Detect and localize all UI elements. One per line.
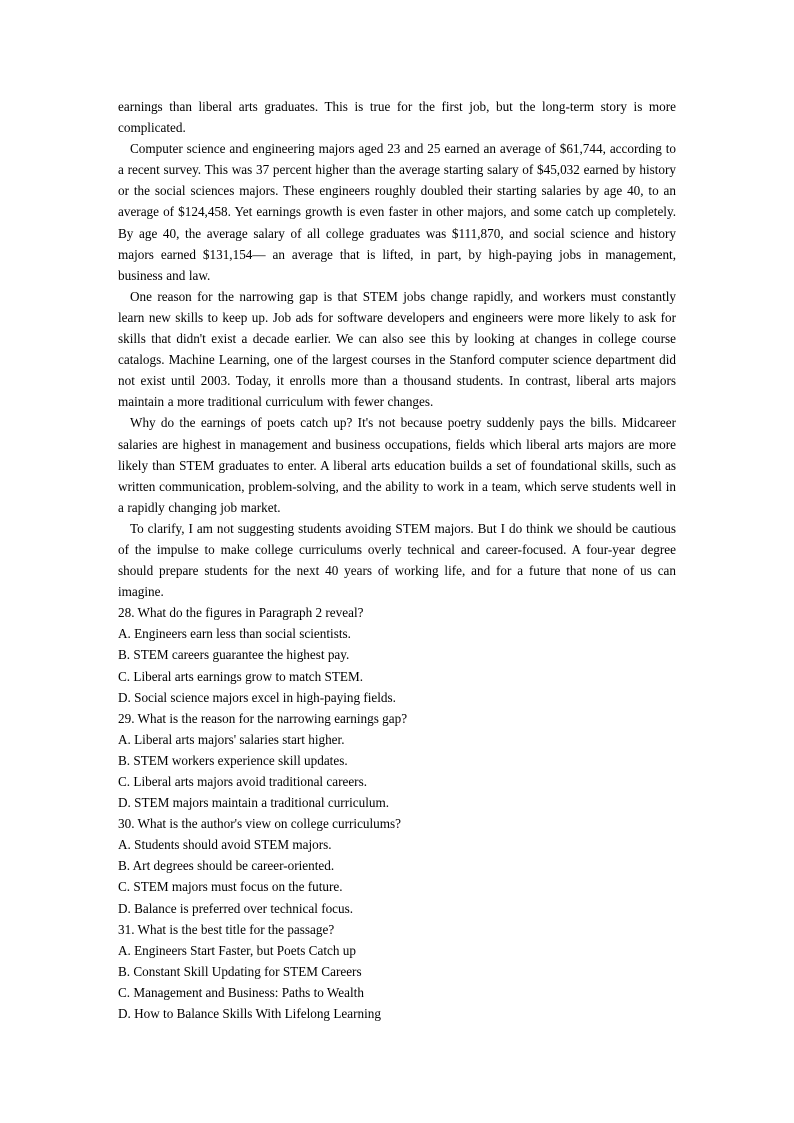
question-30-option-a[interactable]: A. Students should avoid STEM majors. <box>118 837 332 853</box>
question-30-stem: 30. What is the author's view on college curriculums? <box>118 816 402 832</box>
question-31-option-c[interactable]: C. Management and Business: Paths to Wealth <box>118 984 364 1000</box>
question-29-stem: 29. What is the reason for the narrowing earnings gap? <box>118 710 408 726</box>
question-29-option-d[interactable]: D. STEM majors maintain a traditional curriculum. <box>118 795 390 811</box>
question-29 <box>118 708 676 813</box>
question-31-option-d[interactable]: D. How to Balance Skills With Lifelong Learning <box>118 1006 381 1022</box>
question-28-option-c[interactable]: C. Liberal arts earnings grow to match STEM. <box>118 668 364 684</box>
paragraph-2: Computer science and engineering majors aged 23 and 25 earned an average of $61,744, according to a recent survey. This was 37 percent higher than the average starting salary of $45,032 earned by history or the social sciences majors. These engineers roughly doubled their starting salaries by age 40, to an average of $124,458. Yet earnings growth is even faster in other majors, and some catch up completely. By age 40, the average salary of all college graduates was $111,870, and social science and history majors earned $131,154— an average that is lifted, in part, by high-paying jobs in management, business and law. <box>118 141 676 283</box>
question-28-stem: 28. What do the figures in Paragraph 2 reveal? <box>118 605 364 621</box>
question-29-option-c[interactable]: C. Liberal arts majors avoid traditional careers. <box>118 774 368 789</box>
question-28-option-d[interactable]: D. Social science majors excel in high-paying fields. <box>118 689 396 705</box>
paragraph-5: To clarify, I am not suggesting students avoiding STEM majors. But I do think we should be cautious of the impulse to make college curriculums overly technical and career-focused. A four-year degree should prepare students for the next 40 years of working life, and for a future that none of us can imagine. <box>118 520 676 600</box>
paragraph-4: Why do the earnings of poets catch up? It's not because poetry suddenly pays the bills. Midcareer salaries are highest in management and business occupations, fields which liberal arts majors are more likely than STEM graduates to enter. A liberal arts education builds a set of foundational skills, such as written communication, problem-solving, and the ability to work in a team, which serve students well in a rapidly changing job market. <box>118 415 676 515</box>
question-28-option-b[interactable]: B. STEM careers guarantee the highest pay. <box>118 647 350 663</box>
question-30-option-b[interactable]: B. Art degrees should be career-oriented. <box>118 858 335 874</box>
question-30-option-c[interactable]: C. STEM majors must focus on the future. <box>118 879 343 895</box>
question-30 <box>118 813 676 918</box>
paragraph-1: earnings than liberal arts graduates. This is true for the first job, but the long-term story is more complicated. <box>118 99 676 136</box>
paragraph-3: One reason for the narrowing gap is that STEM jobs change rapidly, and workers must constantly learn new skills to keep up. Job ads for software developers and engineers were more likely to ask for skills that didn't exist a decade earlier. We can also see this by looking at changes in college course catalogs. Machine Learning, one of the largest courses in the Stanford computer science department did not exist until 2003. Today, it enrolls more than a thousand students. In contrast, liberal arts majors maintain a more traditional curriculum with fewer changes. <box>118 288 676 410</box>
questions-section <box>118 602 676 1024</box>
question-31-stem: 31. What is the best title for the passage? <box>118 921 335 937</box>
question-31-option-b[interactable]: B. Constant Skill Updating for STEM Careers <box>118 963 362 979</box>
question-29-option-b[interactable]: B. STEM workers experience skill updates. <box>118 752 348 768</box>
question-31-option-a[interactable]: A. Engineers Start Faster, but Poets Catch up <box>118 942 356 958</box>
question-30-option-d[interactable]: D. Balance is preferred over technical focus. <box>118 900 354 916</box>
document-body <box>118 96 676 1024</box>
question-28 <box>118 602 676 707</box>
question-29-option-a[interactable]: A. Liberal arts majors' salaries start higher. <box>118 731 345 747</box>
question-31 <box>118 919 676 1024</box>
question-28-option-a[interactable]: A. Engineers earn less than social scientists. <box>118 626 351 642</box>
